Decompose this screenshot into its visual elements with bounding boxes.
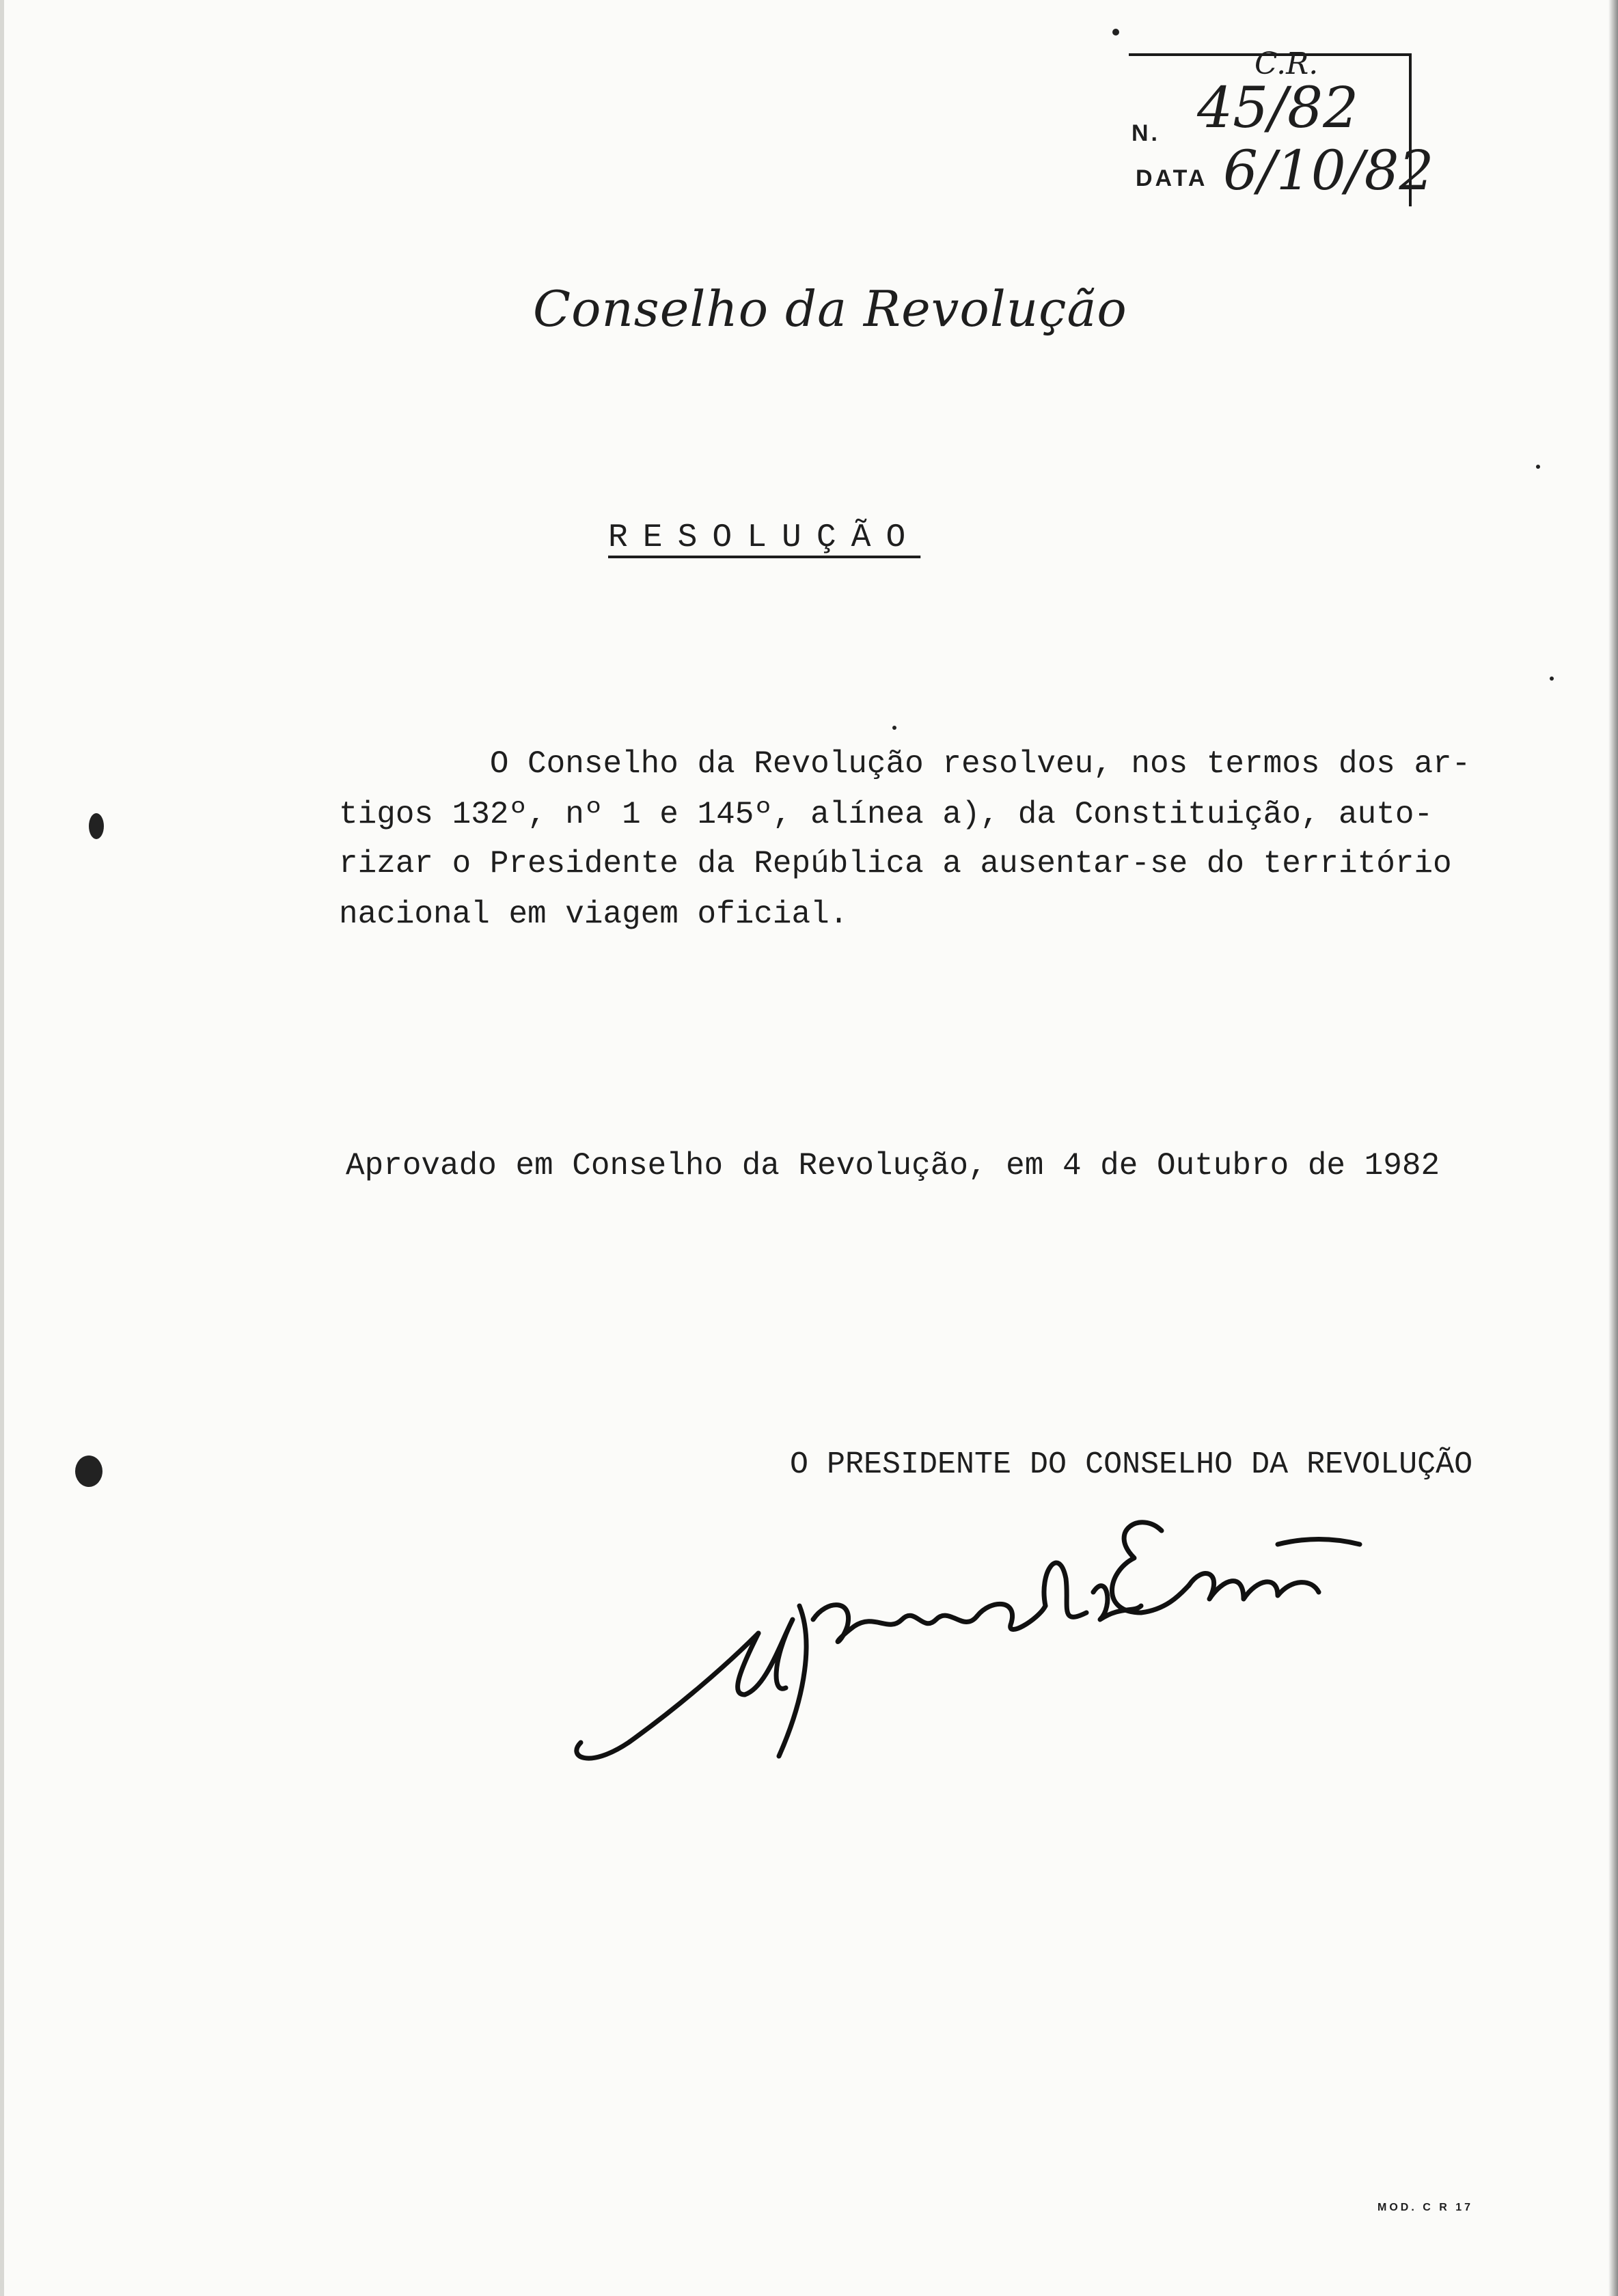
stamp-date-label: DATA	[1136, 165, 1208, 191]
stamp-number-annotation: C.R.	[1254, 46, 1319, 81]
handwritten-signature	[567, 1469, 1510, 1784]
document-heading: RESOLUÇÃO	[608, 519, 921, 556]
scan-edge-right	[1608, 0, 1618, 2296]
stamp-number-value: 45/82	[1197, 76, 1359, 141]
body-line: O Conselho da Revolução resolveu, nos termos dos ar-	[339, 746, 1471, 782]
scan-artifact	[1550, 676, 1554, 681]
body-line: tigos 132º, nº 1 e 145º, alínea a), da Constituição, auto-	[339, 797, 1434, 832]
letterhead-title: Conselho da Revolução	[533, 280, 1127, 338]
form-reference: MOD. C R 17	[1377, 2202, 1474, 2213]
scan-edge-left	[0, 0, 4, 2296]
signatory-title: O PRESIDENTE DO CONSELHO DA REVOLUÇÃO	[790, 1447, 1473, 1482]
scan-artifact	[1536, 465, 1540, 469]
body-line: rizar o Presidente da República a ausentar-se do território	[339, 846, 1452, 882]
scan-artifact	[75, 1456, 102, 1487]
approval-statement: Aprovado em Conselho da Revolução, em 4 de Outubro de 1982	[346, 1148, 1440, 1184]
stamp-number-label: N.	[1132, 120, 1160, 146]
scan-artifact	[892, 726, 896, 730]
scan-artifact	[1112, 29, 1119, 36]
body-line: nacional em viagem oficial.	[339, 897, 849, 932]
scan-artifact	[89, 813, 104, 839]
stamp-date-value: 6/10/82	[1223, 139, 1434, 202]
